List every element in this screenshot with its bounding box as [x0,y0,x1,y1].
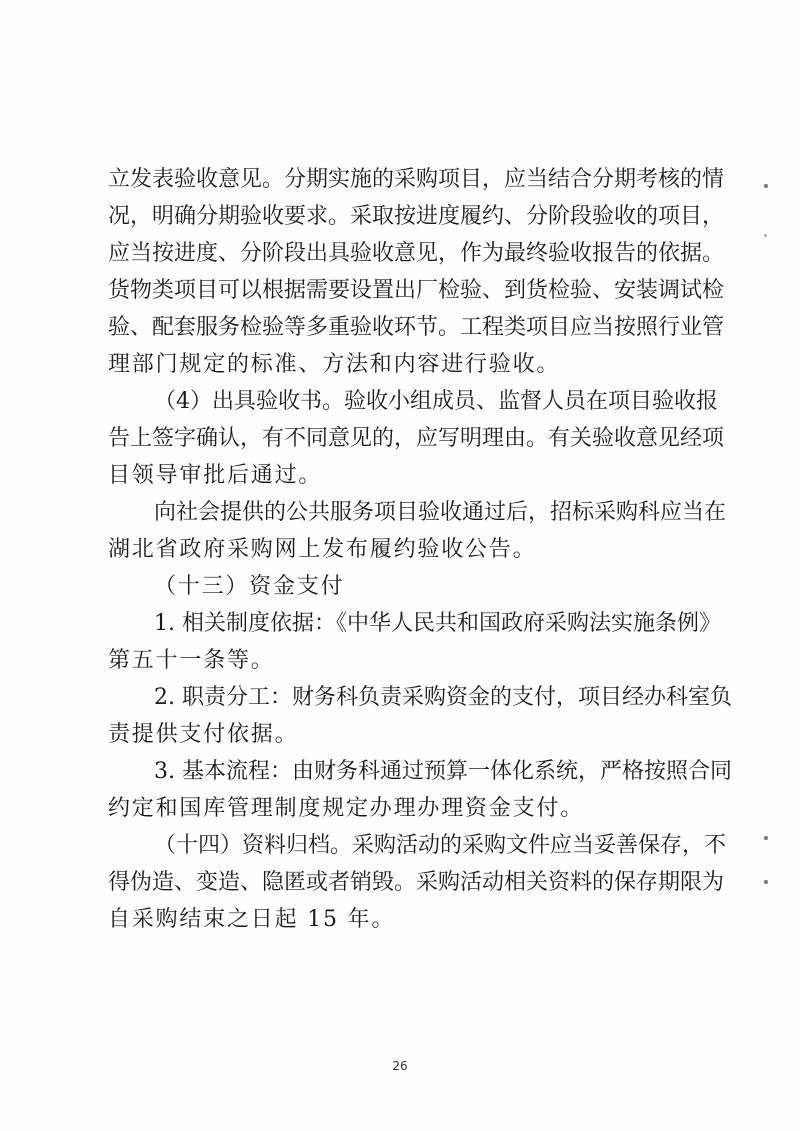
text-line: 2. 职责分工：财务科负责采购资金的支付，项目经办科室负 [154,685,732,710]
text-line: 1. 相关制度依据：《中华人民共和国政府采购法实施条例》 [154,611,721,636]
text-line: 自采购结束之日起 15 年。 [108,907,396,932]
text-line: 责提供支付依据。 [108,722,299,747]
text-line: （十四）资料归档。采购活动的采购文件应当妥善保存，不 [154,833,727,858]
text-line: 第五十一条等。 [108,648,275,673]
text-line: 应当按进度、分阶段出具验收意见，作为最终验收报告的依据。 [108,241,725,266]
text-line: 货物类项目可以根据需要设置出厂检验、到货检验、安装调试检 [108,278,725,303]
section-heading: （十三）资金支付 [154,574,345,599]
text-line: 理部门规定的标准、方法和内容进行验收。 [108,352,561,377]
text-line: 得伪造、变造、隐匿或者销毁。采购活动相关资料的保存期限为 [108,870,725,895]
text-line: 3. 基本流程：由财务科通过预算一体化系统，严格按照合同 [154,759,732,784]
scan-speck [764,184,768,188]
text-line: 目领导审批后通过。 [108,463,323,488]
text-line: 告上签字确认，有不同意见的，应写明理由。有关验收意见经项 [108,426,725,451]
scan-speck [764,880,768,884]
text-line: （4）出具验收书。验收小组成员、监督人员在项目验收报 [154,389,718,414]
scan-speck [764,234,767,237]
text-line: 况，明确分期验收要求。采取按进度履约、分阶段验收的项目， [108,204,725,229]
text-line: 立发表验收意见。分期实施的采购项目，应当结合分期考核的情 [108,167,725,192]
text-line: 验、配套服务检验等多重验收环节。工程类项目应当按照行业管 [108,315,725,340]
scan-speck [764,836,768,840]
text-line: 湖北省政府采购网上发布履约验收公告。 [108,537,537,562]
document-body [108,161,732,938]
page-number: 26 [392,1059,408,1073]
text-line: 约定和国库管理制度规定办理办理资金支付。 [108,796,585,821]
text-line: 向社会提供的公共服务项目验收通过后，招标采购科应当在 [154,500,727,525]
